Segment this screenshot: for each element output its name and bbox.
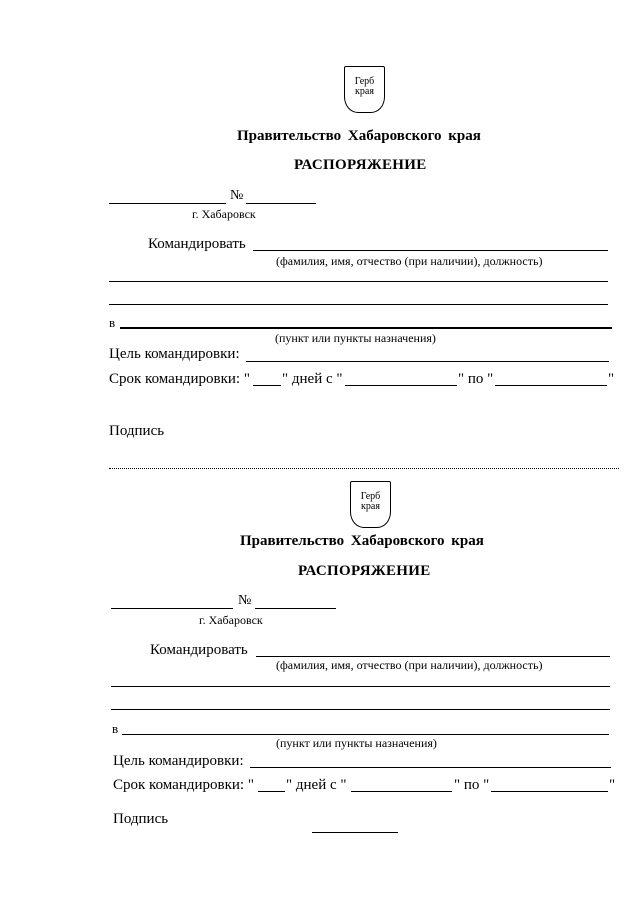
date-field[interactable] xyxy=(109,203,226,204)
destination-field[interactable] xyxy=(122,734,609,735)
cut-line xyxy=(109,468,619,469)
term-to-label: " по " xyxy=(454,777,490,793)
employee-field[interactable] xyxy=(256,656,610,657)
destination-label: в xyxy=(109,315,116,330)
city: г. Хабаровск xyxy=(192,207,256,221)
document-type: РАСПОРЯЖЕНИЕ xyxy=(294,157,427,173)
employee-hint: (фамилия, имя, отчество (при наличии), должность) xyxy=(276,254,543,268)
government-title: Правительство Хабаровского края xyxy=(237,128,481,144)
signature-field[interactable] xyxy=(312,832,398,833)
send-label: Командировать xyxy=(150,642,248,658)
term-end-field[interactable] xyxy=(495,385,607,386)
term-days-field[interactable] xyxy=(258,791,285,792)
coat-of-arms-icon: Герб края xyxy=(344,66,385,113)
term-end-field[interactable] xyxy=(491,791,608,792)
term-start-field[interactable] xyxy=(345,385,457,386)
employee-field-line-2[interactable] xyxy=(109,281,608,282)
term-label: Срок командировки: " xyxy=(113,777,254,793)
number-field[interactable] xyxy=(255,608,336,609)
employee-field-line-3[interactable] xyxy=(109,304,608,305)
signature-label: Подпись xyxy=(113,811,169,827)
term-label: Срок командировки: " xyxy=(109,371,250,387)
employee-hint: (фамилия, имя, отчество (при наличии), должность) xyxy=(276,658,543,672)
employee-field-line-2[interactable] xyxy=(111,686,610,687)
term-days-label: " дней с " xyxy=(282,371,343,387)
term-to-label: " по " xyxy=(458,371,494,387)
term-days-field[interactable] xyxy=(253,385,281,386)
term-days-label: " дней с " xyxy=(286,777,347,793)
destination-field[interactable] xyxy=(120,327,612,329)
term-start-field[interactable] xyxy=(351,791,452,792)
document-type: РАСПОРЯЖЕНИЕ xyxy=(298,563,431,579)
term-close-quote: " xyxy=(608,371,615,387)
signature-label: Подпись xyxy=(109,423,165,439)
city: г. Хабаровск xyxy=(199,613,263,627)
purpose-label: Цель командировки: xyxy=(109,346,240,362)
purpose-label: Цель командировки: xyxy=(113,753,244,769)
purpose-field[interactable] xyxy=(250,767,611,768)
employee-field[interactable] xyxy=(253,250,608,251)
government-title: Правительство Хабаровского края xyxy=(240,533,484,549)
employee-field-line-3[interactable] xyxy=(111,709,610,710)
term-close-quote: " xyxy=(609,777,616,793)
send-label: Командировать xyxy=(148,236,246,252)
destination-label: в xyxy=(112,721,119,736)
destination-hint: (пункт или пункты назначения) xyxy=(275,331,436,345)
number-sign: № xyxy=(238,593,252,608)
number-field[interactable] xyxy=(246,203,316,204)
purpose-field[interactable] xyxy=(246,361,609,362)
date-field[interactable] xyxy=(111,608,233,609)
coat-of-arms-icon: Герб края xyxy=(350,481,391,528)
number-sign: № xyxy=(230,188,244,203)
destination-hint: (пункт или пункты назначения) xyxy=(276,736,437,750)
